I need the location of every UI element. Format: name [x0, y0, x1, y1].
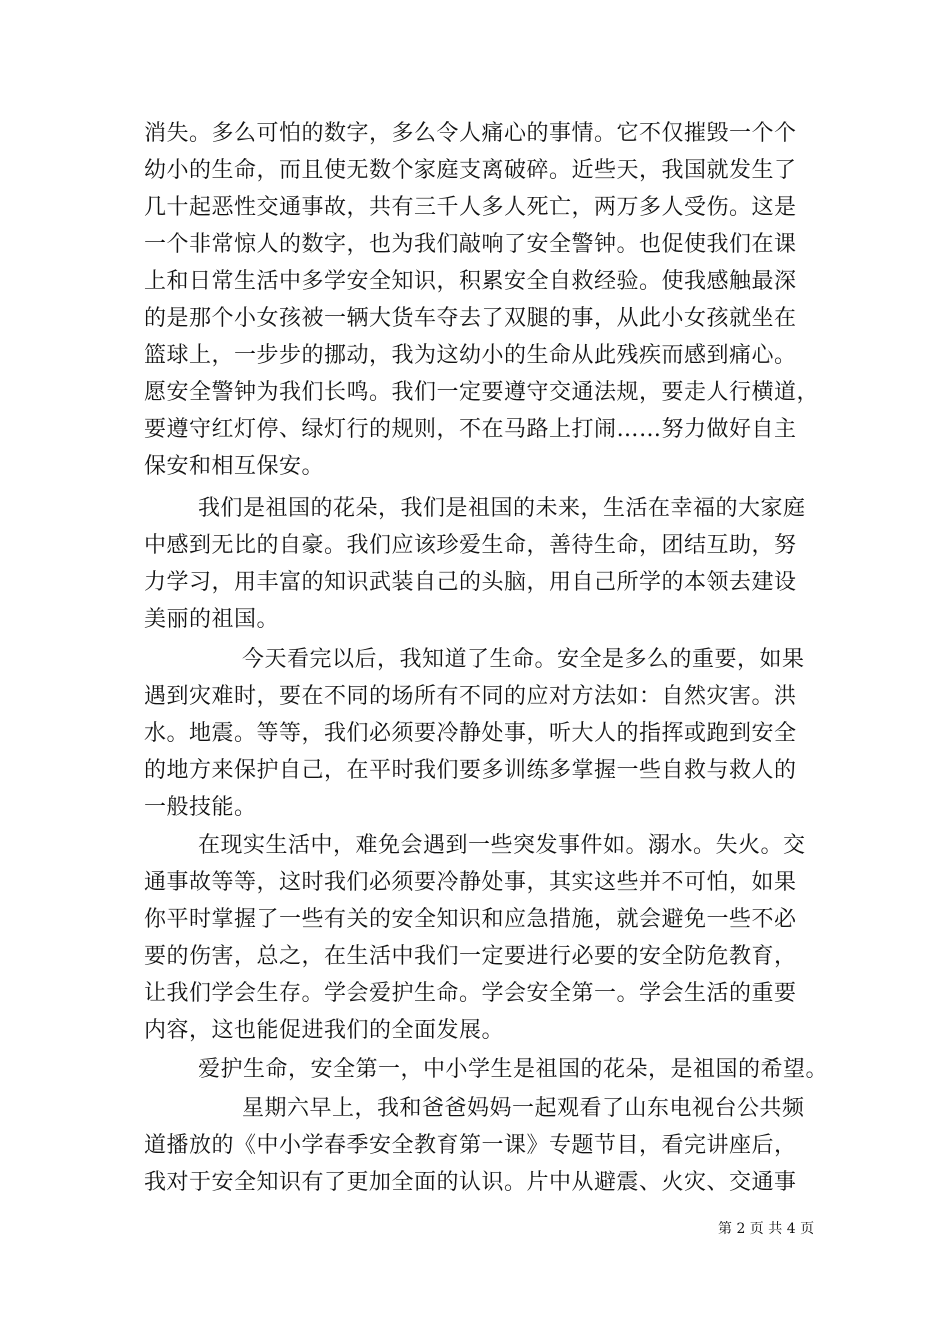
text-line: 道播放的《中小学春季安全教育第一课》专题节目，看完讲座后， [144, 1133, 797, 1158]
text-line: 消失。多么可怕的数字，多么令人痛心的事情。它不仅摧毁一个个 [144, 121, 797, 146]
text-line: 要遵守红灯停、绿灯行的规则，不在马路上打闹……努力做好自主 [144, 417, 797, 442]
text-line: 通事故等等，这时我们必须要冷静处事，其实这些并不可怕，如果 [144, 870, 797, 895]
text-line: 幼小的生命，而且使无数个家庭支离破碎。近些天，我国就发生了 [144, 158, 797, 183]
text-line: 上和日常生活中多学安全知识，积累安全自救经验。使我感触最深 [144, 269, 797, 294]
text-line: 让我们学会生存。学会爱护生命。学会安全第一。学会生活的重要 [144, 981, 797, 1006]
text-line: 星期六早上，我和爸爸妈妈一起观看了山东电视台公共频 [242, 1096, 805, 1121]
text-line: 内容，这也能促进我们的全面发展。 [144, 1018, 505, 1043]
text-line: 篮球上，一步步的挪动，我为这幼小的生命从此残疾而感到痛心。 [144, 343, 797, 368]
text-line: 保安和相互保安。 [144, 454, 325, 479]
text-line: 水。地震。等等，我们必须要冷静处事，听大人的指挥或跑到安全 [144, 721, 797, 746]
text-line: 你平时掌握了一些有关的安全知识和应急措施，就会避免一些不必 [144, 907, 797, 932]
text-line: 遇到灾难时，要在不同的场所有不同的应对方法如：自然灾害。洪 [144, 684, 797, 709]
text-line: 我对于安全知识有了更加全面的认识。片中从避震、火灾、交通事 [144, 1170, 797, 1195]
text-line: 力学习，用丰富的知识武装自己的头脑，用自己所学的本领去建设 [144, 570, 797, 595]
text-line: 美丽的祖国。 [144, 607, 280, 632]
text-line: 的是那个小女孩被一辆大货车夺去了双腿的事，从此小女孩就坐在 [144, 306, 797, 331]
text-line: 今天看完以后，我知道了生命。安全是多么的重要，如果 [242, 647, 805, 672]
text-line: 爱护生命，安全第一，中小学生是祖国的花朵，是祖国的希望。 [198, 1057, 829, 1082]
text-line: 的地方来保护自己，在平时我们要多训练多掌握一些自救与救人的 [144, 758, 797, 783]
text-line: 一个非常惊人的数字，也为我们敲响了安全警钟。也促使我们在课 [144, 232, 797, 257]
page-number-footer: 第 2 页 共 4 页 [718, 1221, 815, 1237]
text-line: 我们是祖国的花朵，我们是祖国的未来，生活在幸福的大家庭 [198, 496, 806, 521]
text-line: 中感到无比的自豪。我们应该珍爱生命，善待生命，团结互助，努 [144, 533, 797, 558]
text-line: 愿安全警钟为我们长鸣。我们一定要遵守交通法规，要走人行横道， [144, 380, 820, 405]
text-line: 要的伤害，总之，在生活中我们一定要进行必要的安全防危教育， [144, 944, 797, 969]
text-line: 在现实生活中，难免会遇到一些突发事件如。溺水。失火。交 [198, 833, 806, 858]
text-line: 几十起恶性交通事故，共有三千人多人死亡，两万多人受伤。这是 [144, 195, 797, 220]
text-line: 一般技能。 [144, 795, 257, 820]
